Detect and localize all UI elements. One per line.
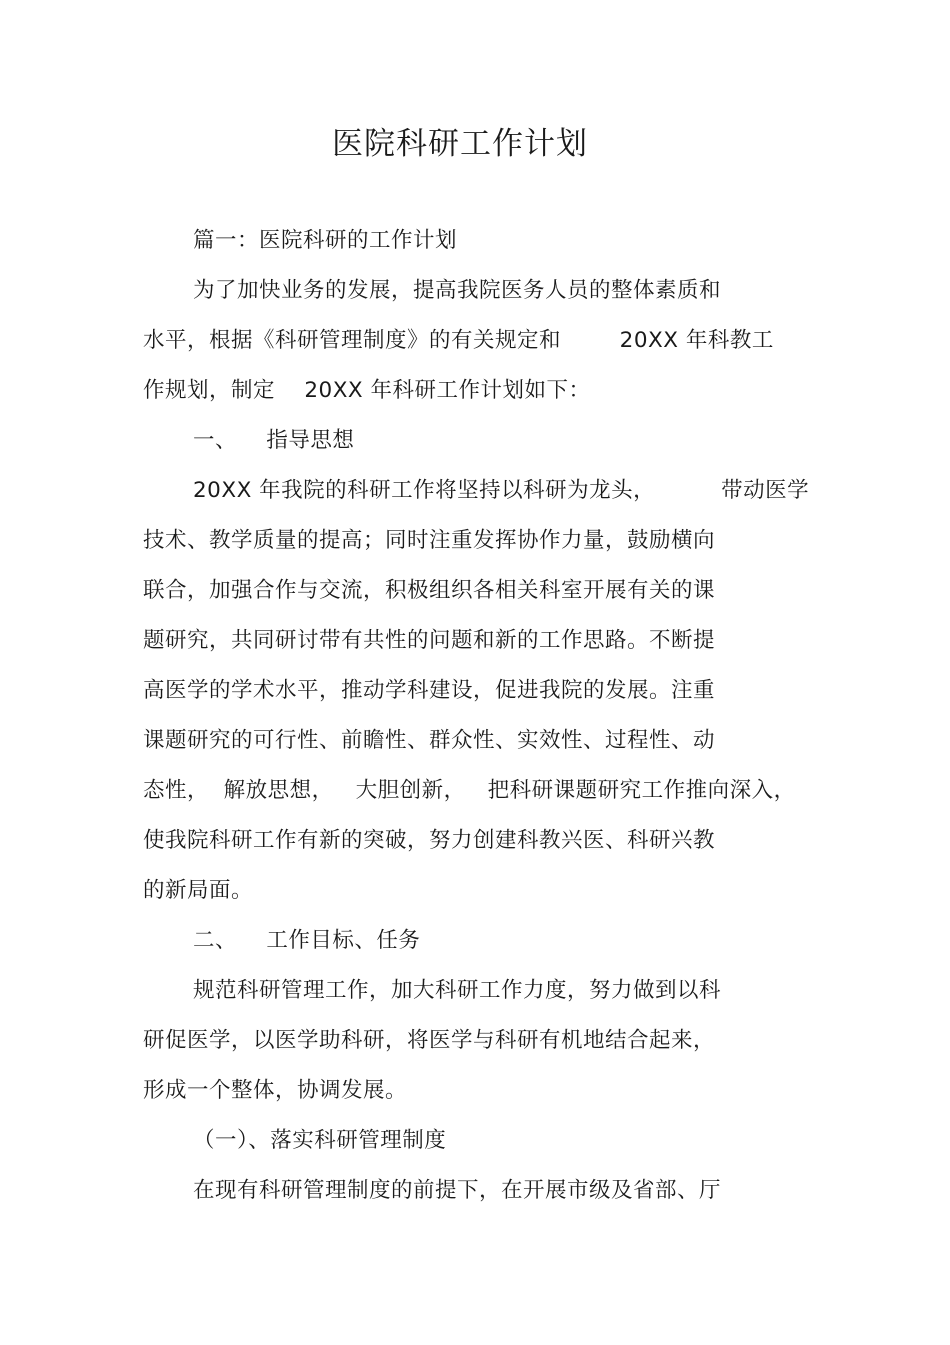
paragraph-line: 技术、教学质量的提高；同时注重发挥协作力量，鼓励横向 bbox=[143, 528, 716, 553]
section-heading-guiding-thought: 一、 指导思想 bbox=[193, 428, 355, 453]
paragraph-line: 水平，根据《科研管理制度》的有关规定和 20XX 年科教工 bbox=[143, 328, 774, 353]
paragraph-line: 为了加快业务的发展，提高我院医务人员的整体素质和 bbox=[193, 278, 722, 303]
paragraph-line: 态性， 解放思想， 大胆创新， 把科研课题研究工作推向深入， bbox=[143, 778, 796, 803]
section-heading-goals: 二、 工作目标、任务 bbox=[193, 928, 421, 953]
paragraph-line: 规范科研管理工作，加大科研工作力度，努力做到以科 bbox=[193, 978, 722, 1003]
paragraph-line: 使我院科研工作有新的突破，努力创建科教兴医、科研兴教 bbox=[143, 828, 716, 853]
paragraph-line: 20XX 年我院的科研工作将坚持以科研为龙头， 带动医学 bbox=[193, 478, 810, 503]
paragraph-line: 在现有科研管理制度的前提下，在开展市级及省部、厅 bbox=[193, 1178, 722, 1203]
paragraph-line: 作规划，制定 20XX 年科研工作计划如下： bbox=[143, 378, 591, 403]
section-heading-part-one: 篇一：医院科研的工作计划 bbox=[193, 228, 458, 253]
paragraph-line: 联合，加强合作与交流，积极组织各相关科室开展有关的课 bbox=[143, 578, 716, 603]
paragraph-line: 形成一个整体，协调发展。 bbox=[143, 1078, 408, 1103]
subsection-heading: （一）、落实科研管理制度 bbox=[193, 1128, 447, 1153]
document-title: 医院科研工作计划 bbox=[332, 126, 588, 162]
paragraph-line: 课题研究的可行性、前瞻性、群众性、实效性、过程性、动 bbox=[143, 728, 716, 753]
paragraph-line: 高医学的学术水平，推动学科建设，促进我院的发展。注重 bbox=[143, 678, 716, 703]
paragraph-line: 研促医学，以医学助科研，将医学与科研有机地结合起来， bbox=[143, 1028, 716, 1053]
paragraph-line: 的新局面。 bbox=[143, 878, 254, 903]
paragraph-line: 题研究，共同研讨带有共性的问题和新的工作思路。不断提 bbox=[143, 628, 716, 653]
